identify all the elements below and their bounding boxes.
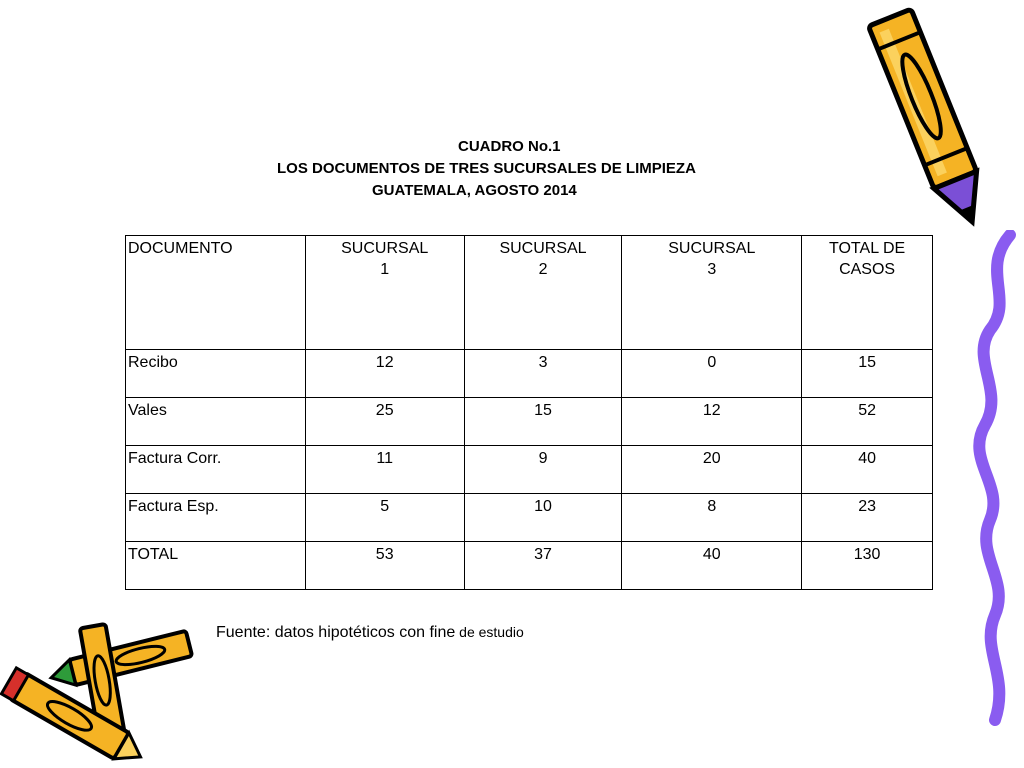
table-header-row — [126, 236, 933, 350]
table-row — [126, 446, 933, 494]
header-cell-sucursal-1: SUCURSAL 1 — [305, 236, 464, 350]
table-cell: Recibo — [126, 350, 306, 398]
table-cell: 9 — [464, 446, 622, 494]
table-cell: Factura Esp. — [126, 494, 306, 542]
table-cell: 12 — [305, 350, 464, 398]
table-cell: 25 — [305, 398, 464, 446]
table-cell: 12 — [622, 398, 802, 446]
header-cell-documento: DOCUMENTO — [126, 236, 306, 350]
table-cell: 53 — [305, 542, 464, 590]
table-cell: 37 — [464, 542, 622, 590]
documents-table — [125, 235, 933, 590]
table-row — [126, 350, 933, 398]
table-row — [126, 398, 933, 446]
caption-title-2: LOS DOCUMENTOS DE TRES SUCURSALES DE LIMPIEZA — [277, 160, 696, 177]
table-row-total — [126, 542, 933, 590]
table-cell: Factura Corr. — [126, 446, 306, 494]
table-cell: 23 — [802, 494, 933, 542]
caption-title-3: GUATEMALA, AGOSTO 2014 — [372, 182, 577, 199]
source-note-tail: de estudio — [455, 624, 524, 640]
header-cell-total: TOTAL DE CASOS — [802, 236, 933, 350]
table-cell: Vales — [126, 398, 306, 446]
header-cell-sucursal-2: SUCURSAL 2 — [464, 236, 622, 350]
table-cell: 15 — [802, 350, 933, 398]
table-cell: TOTAL — [126, 542, 306, 590]
table-cell: 8 — [622, 494, 802, 542]
source-note-main: Fuente: datos hipotéticos con fine — [216, 624, 456, 641]
squiggle-icon — [960, 230, 1020, 730]
table-cell: 130 — [802, 542, 933, 590]
table-cell: 0 — [622, 350, 802, 398]
header-cell-sucursal-3: SUCURSAL 3 — [622, 236, 802, 350]
table-cell: 40 — [802, 446, 933, 494]
source-note — [216, 624, 524, 642]
table-cell: 52 — [802, 398, 933, 446]
table-row — [126, 494, 933, 542]
table-cell: 10 — [464, 494, 622, 542]
pencil-icon — [860, 0, 1000, 245]
caption-title-1: CUADRO No.1 — [458, 138, 561, 155]
table-cell: 15 — [464, 398, 622, 446]
table-cell: 11 — [305, 446, 464, 494]
table-cell: 20 — [622, 446, 802, 494]
table-cell: 40 — [622, 542, 802, 590]
table-cell: 3 — [464, 350, 622, 398]
table-cell: 5 — [305, 494, 464, 542]
pencils-icon — [0, 615, 210, 765]
